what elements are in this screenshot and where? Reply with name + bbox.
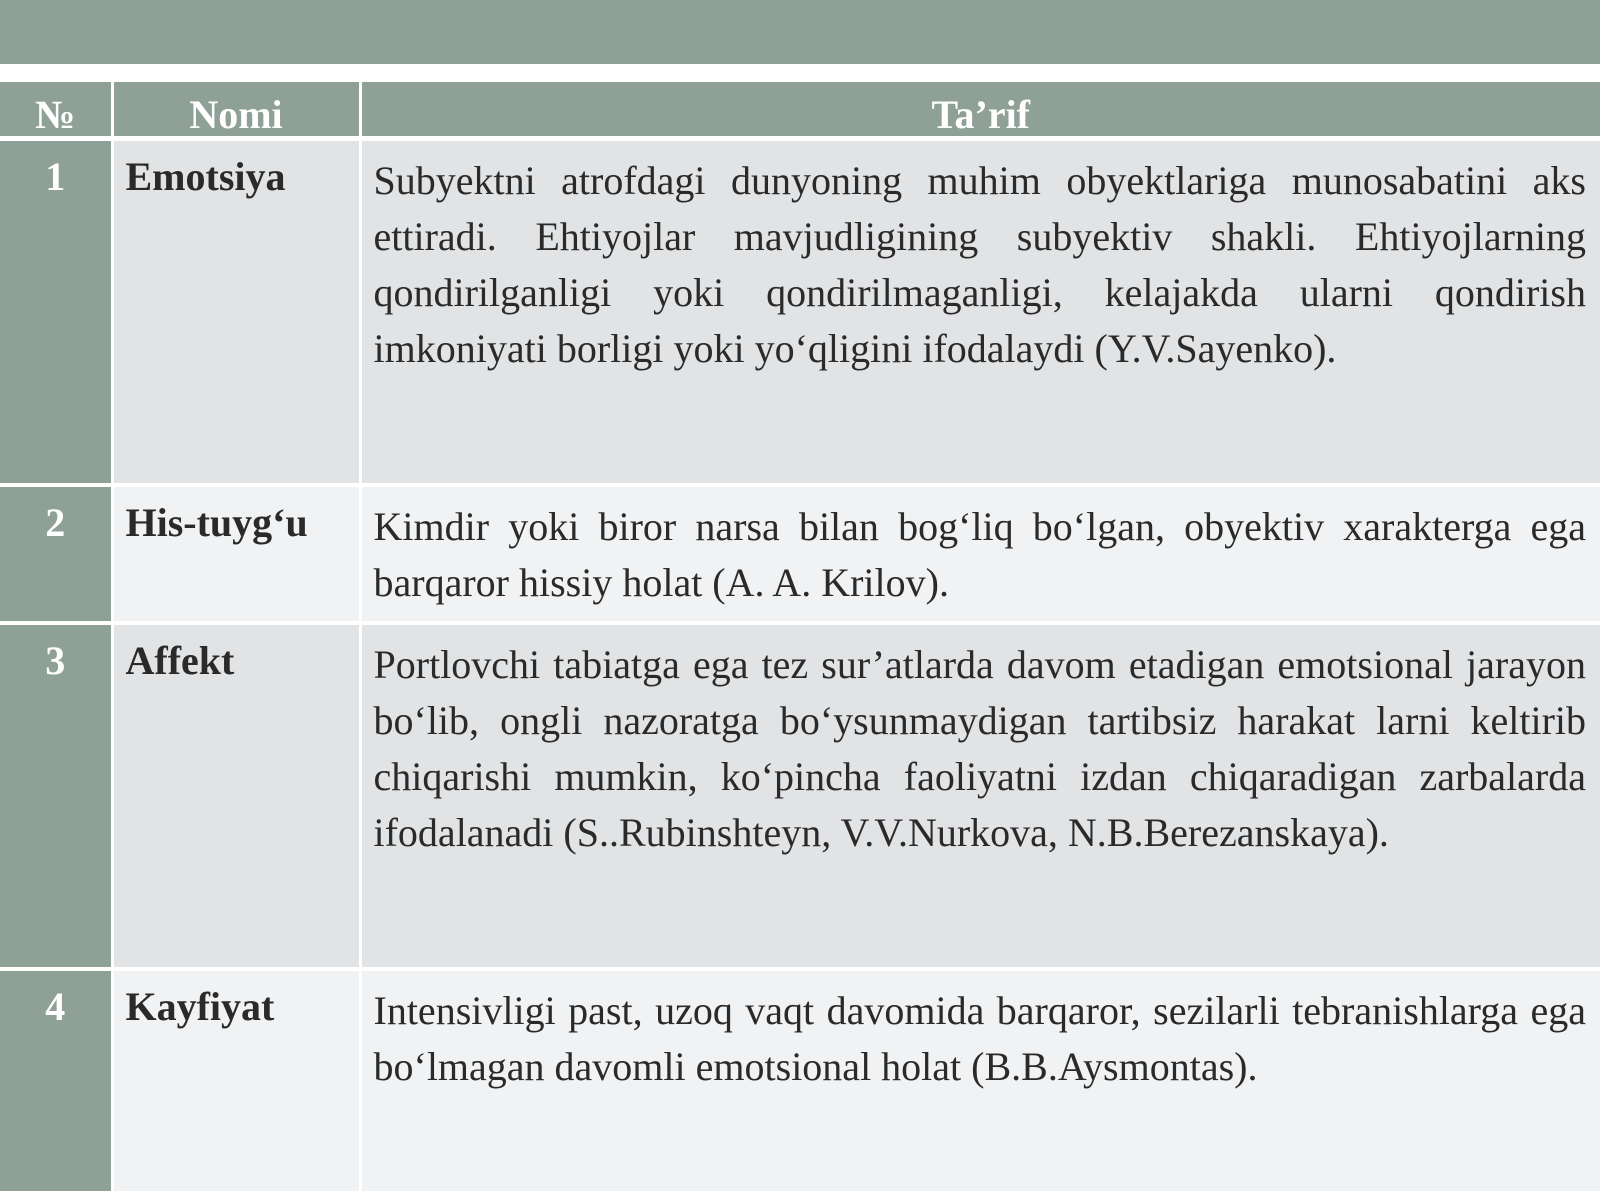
row-definition: Kimdir yoki biror narsa bilan bog‘liq bo‘lgan, obyektiv xarakterga ega barqaror hissiy holat (A. A. Krilov). (360, 485, 1600, 623)
table-row (0, 969, 1600, 1193)
header-number: № (0, 82, 112, 139)
title-band (0, 0, 1600, 64)
row-name: Kayfiyat (112, 969, 360, 1193)
row-name: Affekt (112, 623, 360, 969)
header-name: Nomi (112, 82, 360, 139)
table-row (0, 485, 1600, 623)
row-number: 2 (0, 485, 112, 623)
row-number: 1 (0, 139, 112, 486)
row-name: His-tuyg‘u (112, 485, 360, 623)
row-number: 4 (0, 969, 112, 1193)
table-body (0, 139, 1600, 1194)
header-definition: Ta’rif (360, 82, 1600, 139)
table-header (0, 82, 1600, 139)
header-row (0, 82, 1600, 139)
table-row (0, 623, 1600, 969)
row-number: 3 (0, 623, 112, 969)
row-name: Emotsiya (112, 139, 360, 486)
row-definition: Subyektni atrofdagi dunyoning muhim obyektlariga munosabatini aks ettiradi. Ehtiyojlar mavjudligining subyektiv shakli. Ehtiyojlarning qondirilganligi yoki qondirilmaganligi, kelajakda ularni qondirish imkoniyati borligi yoki yo‘qligini ifodalaydi (Y.V.Sayenko). (360, 139, 1600, 486)
definitions-table (0, 82, 1600, 1195)
row-definition: Portlovchi tabiatga ega tez sur’atlarda davom etadigan emotsional jarayon bo‘lib, ongli nazoratga bo‘ysunmaydigan tartibsiz harakat larni keltirib chiqarishi mumkin, ko‘pincha faoliyatni izdan chiqaradigan zarbalarda ifodalanadi (S..Rubinshteyn, V.V.Nurkova, N.B.Berezanskaya). (360, 623, 1600, 969)
row-definition: Intensivligi past, uzoq vaqt davomida barqaror, sezilarli tebranishlarga ega bo‘lmagan davomli emotsional holat (B.B.Aysmontas). (360, 969, 1600, 1193)
table-row (0, 139, 1600, 486)
